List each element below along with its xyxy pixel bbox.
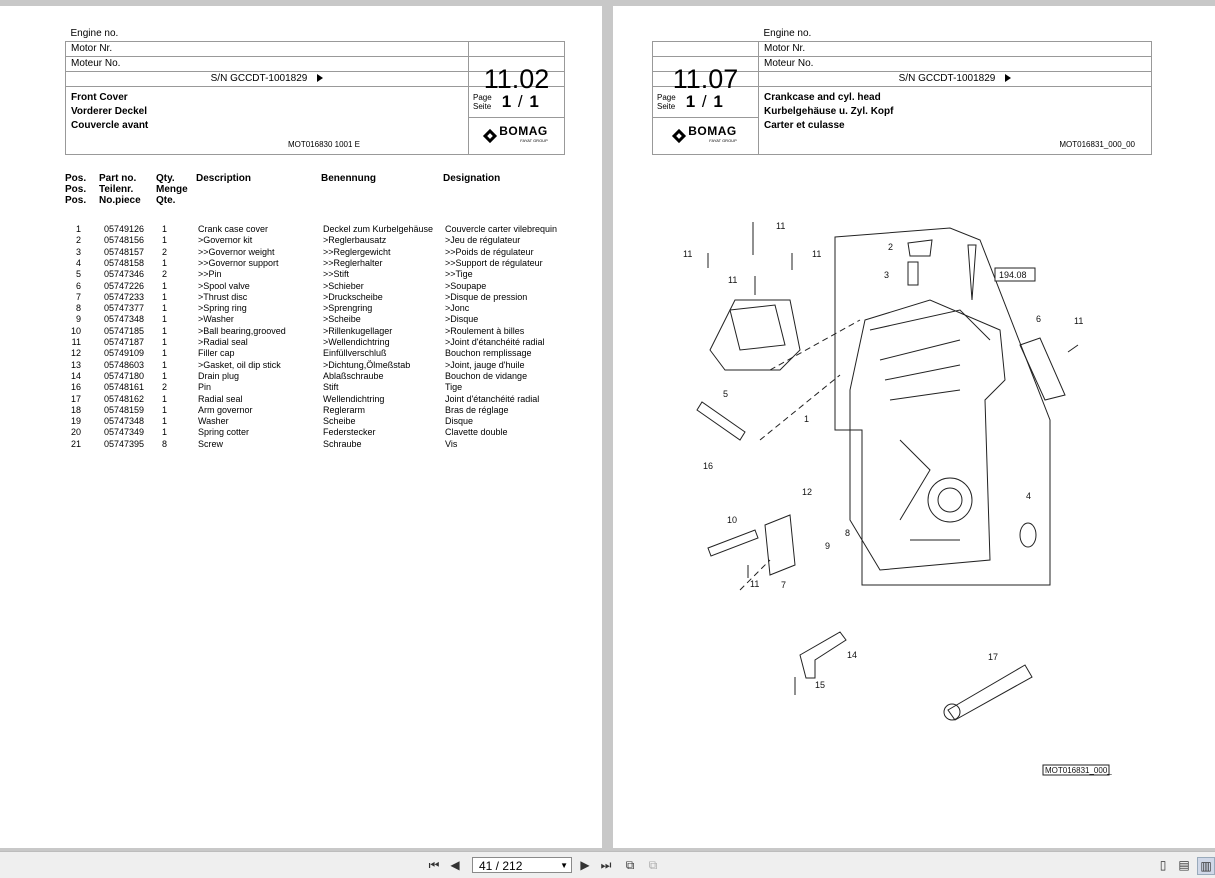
engine-no-fr: Moteur No. [759, 57, 1152, 72]
parts-cell-qty: 8 [162, 438, 168, 449]
parts-cell-qty: 1 [162, 393, 168, 404]
section-number: 11.07 [653, 72, 759, 87]
parts-cell-pos: 10 [70, 325, 81, 336]
parts-cell-benennung: >Sprengring [323, 303, 373, 314]
parts-cell-part: 05747180 [104, 370, 145, 381]
parts-cell-qty: 1 [162, 291, 168, 302]
parts-cell-description: >Spring ring [198, 303, 247, 314]
parts-cell-designation: >>Poids de régulateur [445, 246, 534, 257]
parts-cell-benennung: Schraube [323, 438, 362, 449]
bomag-logo: BOMAG FAYAT GROUP [469, 118, 565, 155]
parts-cell-description: >>Governor support [198, 257, 279, 268]
parts-cell-pos: 13 [70, 359, 81, 370]
parts-cell-pos: 12 [70, 348, 81, 359]
parts-cell-part: 05747348 [104, 314, 145, 325]
parts-cell-part: 05747185 [104, 325, 145, 336]
callout-label: 2 [888, 242, 894, 252]
parts-cell-benennung: >Wellendichtring [323, 337, 390, 347]
serial-number: S/N GCCDT-1001829 [66, 72, 469, 87]
parts-cell-designation: >Jonc [445, 303, 470, 314]
parts-cell-description: >Gasket, oil dip stick [198, 359, 281, 370]
parts-cell-description: >Radial seal [198, 337, 248, 347]
section-number: 11.02 [469, 72, 565, 87]
pdf-viewer-toolbar [0, 851, 1215, 878]
parts-cell-part: 05748159 [104, 404, 145, 415]
parts-cell-benennung: >Druckscheibe [323, 291, 383, 302]
play-triangle-icon [317, 74, 323, 82]
parts-cell-part: 05749109 [104, 348, 145, 359]
parts-cell-designation: >Jeu de régulateur [445, 235, 521, 246]
parts-cell-designation: Bouchon remplissage [445, 348, 532, 359]
callout-label: 7 [781, 580, 787, 590]
callout-label: 11 [683, 249, 693, 259]
parts-cell-description: Washer [198, 416, 229, 427]
engine-no-fr: Moteur No. [66, 57, 469, 72]
parts-cell-benennung: Deckel zum Kurbelgehäuse [323, 224, 434, 234]
parts-cell-part: 05748156 [104, 235, 145, 246]
parts-cell-qty: 1 [162, 337, 168, 347]
parts-cell-benennung: >>Reglergewicht [323, 246, 391, 257]
title-de: Vorderer Deckel [71, 106, 147, 117]
facing-pages-view-icon[interactable]: ▥ [1197, 857, 1215, 875]
callout-label: 14 [847, 650, 858, 660]
parts-cell-description: Screw [198, 438, 224, 449]
parts-cell-qty: 1 [162, 303, 168, 314]
parts-cell-designation: Bras de réglage [445, 404, 509, 415]
parts-cell-benennung: Ablaßschraube [323, 370, 384, 381]
bomag-logo: BOMAG FAYAT GROUP [653, 118, 759, 155]
parts-cell-designation: >Joint, jauge d'huile [445, 359, 525, 370]
parts-cell-designation: Disque [445, 416, 474, 427]
parts-cell-designation: Tige [445, 382, 463, 393]
exploded-parts-diagram [0, 170, 1215, 810]
page-indicator: Page Seite 1 / 1 [653, 87, 759, 118]
doc-ref: MOT016830 1001 E [287, 140, 360, 149]
callout-label: 1 [804, 414, 810, 424]
parts-cell-description: >>Governor weight [198, 246, 275, 257]
parts-cell-description: >Spool valve [198, 280, 250, 291]
parts-cell-qty: 1 [162, 257, 168, 268]
parts-cell-description: Spring cotter [198, 427, 250, 438]
parts-cell-description: Drain plug [198, 370, 240, 381]
parts-cell-designation: >>Tige [445, 269, 473, 280]
parts-cell-qty: 1 [162, 404, 168, 415]
parts-cell-designation: Clavette double [445, 427, 508, 438]
title-en: Crankcase and cyl. head [764, 92, 881, 103]
parts-cell-benennung: Scheibe [323, 416, 356, 427]
callout-label: 15 [815, 680, 826, 690]
callout-label: 17 [988, 652, 999, 662]
parts-cell-qty: 1 [162, 359, 168, 370]
parts-cell-description: Crank case cover [198, 224, 269, 234]
parts-cell-pos: 8 [75, 303, 81, 314]
engine-no-en: Engine no. [66, 27, 469, 42]
title-fr: Carter et culasse [764, 120, 845, 131]
parts-cell-part: 05749126 [104, 224, 145, 234]
parts-cell-pos: 19 [70, 416, 81, 427]
first-page-icon[interactable]: ⏮ [428, 857, 440, 872]
previous-view-icon[interactable]: ⧉ [625, 857, 635, 872]
parts-cell-benennung: Stift [323, 382, 339, 393]
parts-cell-part: 05748603 [104, 359, 145, 370]
parts-cell-pos: 16 [70, 382, 81, 393]
page-indicator: Page Seite 1 / 1 [469, 87, 565, 118]
parts-cell-part: 05747346 [104, 269, 145, 280]
parts-cell-designation: >>Support de régulateur [445, 257, 543, 268]
bomag-diamond-icon [672, 129, 686, 143]
parts-cell-part: 05748158 [104, 257, 145, 268]
parts-cell-qty: 1 [162, 224, 168, 234]
parts-cell-qty: 1 [162, 280, 168, 291]
callout-label: 11 [1074, 316, 1084, 326]
callout-label: 8 [845, 528, 851, 538]
parts-cell-pos: 5 [75, 269, 81, 280]
parts-cell-part: 05747377 [104, 303, 145, 314]
parts-cell-qty: 2 [162, 382, 168, 393]
parts-cell-pos: 20 [70, 427, 81, 438]
parts-cell-part: 05748162 [104, 393, 145, 404]
single-page-view-icon[interactable]: ▯ [1159, 858, 1167, 872]
prev-page-icon[interactable]: ◀ [450, 858, 460, 872]
callout-label: 194.08 [999, 270, 1027, 280]
continuous-view-icon[interactable]: ▤ [1178, 858, 1190, 872]
parts-cell-qty: 2 [162, 246, 168, 257]
title-fr: Couvercle avant [71, 120, 149, 131]
serial-number: S/N GCCDT-1001829 [759, 72, 1152, 87]
parts-cell-qty: 1 [162, 325, 168, 336]
parts-cell-qty: 1 [162, 416, 168, 427]
parts-cell-benennung: Wellendichtring [323, 393, 385, 404]
callout-label: 3 [884, 270, 890, 280]
parts-cell-benennung: >Schieber [323, 280, 364, 291]
chevron-down-icon[interactable]: ▼ [560, 861, 568, 870]
next-view-icon[interactable]: ⧉ [648, 857, 658, 872]
play-triangle-icon [1005, 74, 1011, 82]
last-page-icon[interactable]: ⏭ [600, 857, 612, 872]
left-header [65, 27, 565, 155]
callout-label: 4 [1026, 491, 1032, 501]
parts-cell-benennung: Einfüllverschluß [323, 348, 387, 359]
right-header [652, 27, 1152, 155]
figure-ref: MOT016831_000_ [1045, 766, 1112, 775]
parts-cell-description: >>Pin [198, 269, 222, 280]
parts-cell-pos: 6 [75, 280, 81, 291]
parts-cell-benennung: >Scheibe [323, 314, 361, 325]
parts-cell-benennung: >>Reglerhalter [323, 257, 383, 268]
parts-cell-part: 05748157 [104, 246, 145, 257]
parts-cell-benennung: Federstecker [323, 427, 376, 438]
parts-cell-designation: Joint d'étanchéité radial [445, 393, 540, 404]
parts-cell-part: 05747226 [104, 280, 145, 291]
parts-cell-pos: 1 [75, 224, 81, 234]
parts-cell-description: >Washer [198, 314, 234, 325]
parts-cell-pos: 7 [75, 291, 81, 302]
callout-label: 11 [812, 249, 822, 259]
callout-label: 6 [1036, 314, 1042, 324]
parts-cell-benennung: >Dichtung,Ölmeßstab [323, 359, 411, 370]
parts-cell-qty: 1 [162, 314, 168, 325]
parts-cell-benennung: >>Stift [323, 269, 350, 280]
callout-label: 11 [776, 221, 786, 231]
parts-cell-part: 05747349 [104, 427, 145, 438]
parts-cell-qty: 1 [162, 235, 168, 246]
parts-cell-benennung: >Rillenkugellager [323, 325, 393, 336]
callout-label: 16 [703, 461, 714, 471]
engine-no-de: Motor Nr. [66, 42, 469, 57]
parts-cell-benennung: Reglerarm [323, 404, 366, 415]
parts-cell-pos: 2 [75, 235, 81, 246]
parts-cell-pos: 9 [75, 314, 81, 325]
parts-cell-designation: >Joint d'étanchéité radial [445, 337, 545, 347]
callout-label: 9 [825, 541, 831, 551]
parts-cell-designation: >Soupape [445, 280, 487, 291]
parts-cell-description: Arm governor [198, 404, 253, 415]
parts-cell-pos: 4 [75, 257, 81, 268]
parts-cell-part: 05748161 [104, 382, 145, 393]
next-page-icon[interactable]: ▶ [580, 858, 590, 872]
callout-label: 5 [723, 389, 729, 399]
crankcase-outline [835, 228, 1050, 585]
parts-cell-part: 05747233 [104, 291, 145, 302]
left-page: Engine no. Motor Nr. Moteur No. S/N GCCDT-1001829 11.02 Front Cover Vorderer Deckel Couvercle avant MOT016830 1001 E Page Seite 1 / 1 BOMAG FAYAT GROUP Pos. Pos. Pos. Part no. Teilenr. No.piece Qty. Menge Qte. Description Benennung Designation 1 05749126 1 Crank case cover Deckel zum Kurbelgehäuse Couvercle carter vilebrequin 2 05748156 1 >Governor kit >Reglerbausatz >Jeu de régulateur 3 05748157 2 >>Governor weight >>Reglergewicht >>Poids de régulateur 4 05748158 1 >>Governor support >>Reglerhalter >>Support de régulateur 5 05747346 2 >>Pin >>Stift >>Tige 6 05747226 1 >Spool valve >Schieber >Soupape 7 05747233 1 >Thrust disc >Druckscheibe >Disque de pression 8 05747377 1 >Spring ring >Sprengring >Jonc 9 05747348 1 >Washer >Scheibe >Disque 10 05747185 1 >Ball bearing,grooved >Rillenkugellager >Roulement à billes 11 05747187 1 >Radial seal >Wellendichtring >Joint d'étanchéité radial 12 05749109 1 Filler cap Einfüllverschluß Bouchon remplissage 13 05748603 1 >Gasket, oil dip stick >Dichtung,Ölmeßstab >Joint, jauge d'huile 14 05747180 1 Drain plug Ablaßschraube Bouchon de vidange 16 05748161 2 Pin Stift Tige 17 05748162 1 Radial seal Wellendichtring Joint d'étanchéité radial 18 05748159 1 Arm governor Reglerarm Bras de réglage 19 05747348 1 Washer Scheibe Disque 20 05747349 1 Spring cotter Federstecker Clavette double 21 05747395 8 Screw Schraube Vis [0, 6, 602, 848]
parts-cell-pos: 3 [75, 246, 81, 257]
parts-cell-pos: 14 [70, 370, 81, 381]
callout-label: 11 [728, 275, 738, 285]
callout-label: 10 [727, 515, 738, 525]
parts-cell-part: 05747348 [104, 416, 145, 427]
parts-cell-qty: 1 [162, 427, 168, 438]
parts-cell-pos: 11 [71, 337, 81, 347]
parts-cell-description: >Thrust disc [198, 291, 248, 302]
parts-cell-designation: Couvercle carter vilebrequin [445, 224, 558, 234]
callout-label: 12 [802, 487, 813, 497]
engine-no-en: Engine no. [759, 27, 1152, 42]
parts-cell-description: Radial seal [198, 393, 243, 404]
engine-no-de: Motor Nr. [759, 42, 1152, 57]
title-en: Front Cover [71, 92, 128, 103]
parts-cell-qty: 2 [162, 269, 168, 280]
parts-cell-benennung: >Reglerbausatz [323, 235, 387, 246]
parts-cell-part: 05747187 [104, 337, 145, 347]
parts-cell-description: Pin [198, 382, 212, 393]
parts-cell-part: 05747395 [104, 438, 145, 449]
parts-cell-pos: 21 [70, 438, 81, 449]
title-de: Kurbelgehäuse u. Zyl. Kopf [764, 106, 894, 117]
parts-cell-designation: >Roulement à billes [445, 325, 525, 336]
parts-cell-qty: 1 [162, 348, 168, 359]
parts-cell-description: >Ball bearing,grooved [198, 325, 286, 336]
parts-cell-description: >Governor kit [198, 235, 253, 246]
page-number-field[interactable]: 41 / 212 ▼ [472, 857, 572, 873]
parts-cell-designation: Vis [445, 438, 458, 449]
parts-cell-designation: >Disque de pression [445, 291, 528, 302]
parts-cell-designation: >Disque [445, 314, 479, 325]
parts-cell-description: Filler cap [198, 348, 235, 359]
parts-cell-designation: Bouchon de vidange [445, 370, 528, 381]
doc-ref: MOT016831_000_00 [1059, 140, 1135, 149]
parts-cell-pos: 18 [70, 404, 81, 415]
callout-label: 11 [750, 579, 760, 589]
parts-cell-pos: 17 [70, 393, 81, 404]
bomag-diamond-icon [483, 129, 497, 143]
parts-cell-qty: 1 [162, 370, 168, 381]
